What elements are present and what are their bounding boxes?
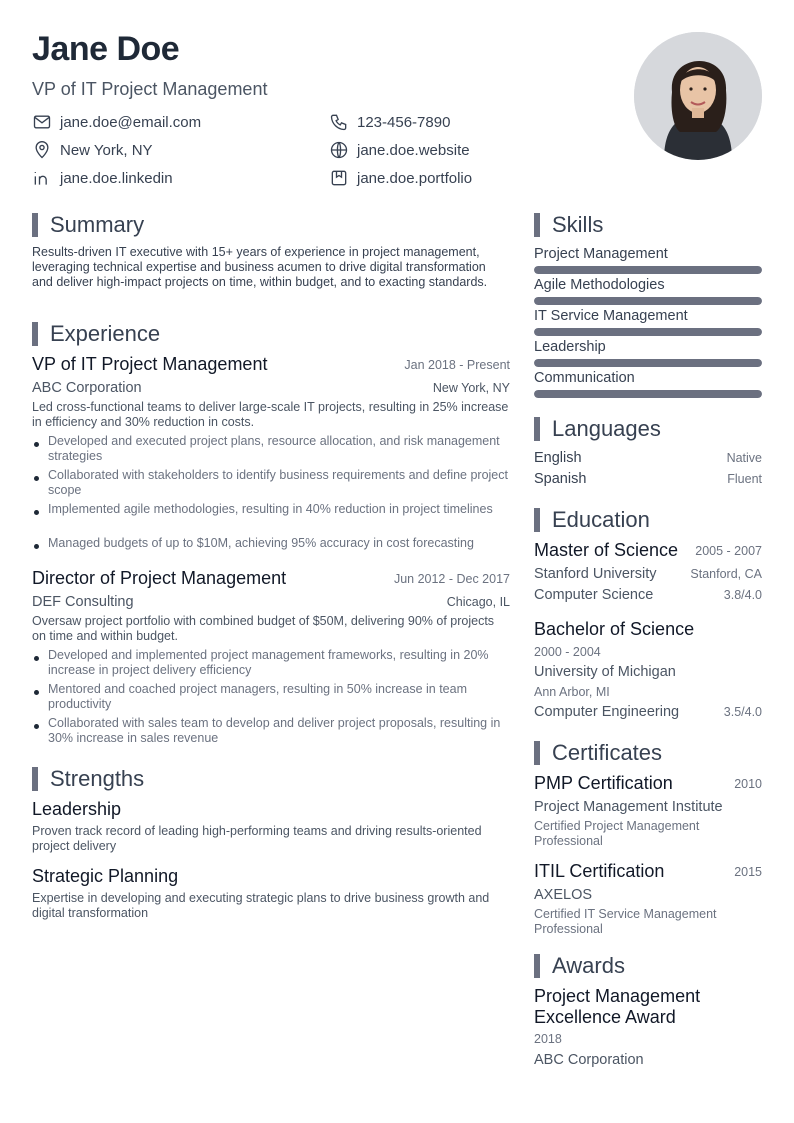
mail-icon	[32, 112, 52, 132]
job-summary: Oversaw project portfolio with combined budget of $50M, delivering 90% of projects on time and within budget.	[32, 614, 495, 643]
job-company: ABC Corporation	[32, 380, 142, 396]
contact-email-text: jane.doe@email.com	[60, 113, 202, 131]
job-bullet: Developed and executed project plans, resource allocation, and risk management strategies	[32, 434, 510, 464]
globe-icon	[329, 140, 349, 160]
skill-level-fill	[534, 266, 762, 274]
contact-linkedin[interactable]	[32, 167, 173, 189]
job-location: New York, NY	[432, 381, 510, 395]
contact-website[interactable]	[329, 139, 470, 161]
school-name: Stanford University	[534, 566, 657, 582]
job-title: VP of IT Project Management	[32, 354, 268, 374]
certificate-description: Certified Project Management Professional	[534, 819, 700, 848]
summary-heading-text: Summary	[50, 212, 145, 237]
skill-name: Agile Methodologies	[534, 277, 665, 293]
heading-accent-bar	[534, 741, 540, 765]
degree-name: Master of Science	[534, 540, 679, 560]
field-of-study: Computer Science	[534, 587, 654, 603]
heading-accent-bar	[534, 213, 540, 237]
school-location: Ann Arbor, MI	[534, 685, 610, 699]
portfolio-icon	[329, 168, 349, 188]
heading-accent-bar	[32, 322, 38, 346]
field-of-study: Computer Engineering	[534, 704, 680, 720]
strengths-heading-text: Strengths	[50, 766, 145, 791]
awards-heading	[534, 953, 625, 979]
job-bullet: Mentored and coached project managers, resulting in 50% increase in team productivity	[32, 682, 510, 712]
strength-description: Proven track record of leading high-performing teams and driving results-oriented project delivery	[32, 824, 482, 853]
language-level: Fluent	[727, 472, 762, 486]
contact-portfolio-text: jane.doe.portfolio	[357, 169, 473, 187]
certificates-heading-text: Certificates	[552, 740, 663, 765]
contact-linkedin-text: jane.doe.linkedin	[60, 169, 173, 187]
skills-heading-text: Skills	[552, 212, 604, 237]
language-level: Native	[726, 451, 762, 465]
contact-website-text: jane.doe.website	[357, 141, 470, 159]
certificate-issuer: AXELOS	[534, 887, 593, 903]
award-year: 2018	[534, 1032, 562, 1046]
skill-level-fill	[534, 359, 762, 367]
heading-accent-bar	[534, 954, 540, 978]
experience-heading	[32, 321, 160, 347]
skill-level-fill	[534, 390, 762, 398]
degree-dates: 2005 - 2007	[695, 544, 762, 558]
heading-accent-bar	[534, 508, 540, 532]
summary-text: Results-driven IT executive with 15+ years of experience in project management, leveraging technical expertise and business acumen to drive digital transformation and deliver high-impact projects on time, within budget, and to exacting standards.	[32, 245, 488, 289]
skill-level-bar	[534, 390, 762, 398]
skill-level-fill	[534, 328, 762, 336]
job-bullet: Collaborated with sales team to develop and deliver project proposals, resulting in 30% increase in sales revenue	[32, 716, 510, 746]
school-name: University of Michigan	[534, 664, 676, 680]
candidate-headline: VP of IT Project Management	[32, 79, 268, 99]
job-bullet: Managed budgets of up to $10M, achieving 95% accuracy in cost forecasting	[32, 536, 510, 551]
school-location: Stanford, CA	[690, 567, 762, 581]
job-bullet: Collaborated with stakeholders to identify business requirements and define project scope	[32, 468, 510, 498]
skill-level-bar	[534, 328, 762, 336]
certificate-name: ITIL Certification	[534, 861, 665, 881]
skill-level-fill	[534, 297, 762, 305]
contact-email[interactable]	[32, 111, 201, 133]
skill-level-bar	[534, 266, 762, 274]
skill-name: Communication	[534, 370, 635, 386]
award-organization: ABC Corporation	[534, 1052, 644, 1068]
job-dates: Jan 2018 - Present	[404, 358, 510, 372]
certificates-heading	[534, 740, 662, 766]
skill-name: Project Management	[534, 246, 668, 262]
languages-heading-text: Languages	[552, 416, 661, 441]
summary-heading	[32, 212, 144, 238]
gpa: 3.8/4.0	[723, 588, 762, 602]
candidate-name: Jane Doe	[32, 30, 180, 68]
heading-accent-bar	[534, 417, 540, 441]
heading-accent-bar	[32, 213, 38, 237]
awards-heading-text: Awards	[552, 953, 625, 978]
experience-heading-text: Experience	[50, 321, 161, 346]
skill-name: Leadership	[534, 339, 606, 355]
skills-heading	[534, 212, 603, 238]
contact-phone-text: 123-456-7890	[357, 113, 451, 131]
strength-name: Leadership	[32, 799, 122, 819]
linkedin-icon	[32, 168, 52, 188]
strengths-heading	[32, 766, 144, 792]
language-name: Spanish	[534, 471, 587, 487]
location-pin-icon	[32, 140, 52, 160]
languages-heading	[534, 416, 661, 442]
contact-location-text: New York, NY	[60, 141, 153, 159]
language-name: English	[534, 450, 582, 466]
degree-dates: 2000 - 2004	[534, 645, 601, 659]
skill-level-bar	[534, 297, 762, 305]
degree-name: Bachelor of Science	[534, 619, 695, 639]
certificate-year: 2015	[734, 865, 762, 879]
profile-photo	[634, 32, 762, 160]
phone-icon	[329, 112, 349, 132]
job-company: DEF Consulting	[32, 594, 134, 610]
award-name: Project Management Excellence Award	[534, 986, 701, 1027]
job-summary: Led cross-functional teams to deliver large-scale IT projects, resulting in 25% increase in efficiency and 30% reduction in costs.	[32, 400, 509, 429]
contact-location	[32, 139, 153, 161]
strength-name: Strategic Planning	[32, 866, 179, 886]
job-bullet: Implemented agile methodologies, resulting in 40% reduction in project timelines	[32, 502, 510, 517]
gpa: 3.5/4.0	[723, 705, 762, 719]
strength-description: Expertise in developing and executing strategic plans to drive business growth and digital transformation	[32, 891, 490, 920]
skill-level-bar	[534, 359, 762, 367]
heading-accent-bar	[32, 767, 38, 791]
skill-name: IT Service Management	[534, 308, 688, 324]
certificate-issuer: Project Management Institute	[534, 799, 723, 815]
education-heading-text: Education	[552, 507, 650, 532]
certificate-description: Certified IT Service Management Professional	[534, 907, 717, 936]
job-dates: Jun 2012 - Dec 2017	[393, 572, 510, 586]
contact-portfolio[interactable]	[329, 167, 472, 189]
contact-phone[interactable]	[329, 111, 450, 133]
job-title: Director of Project Management	[32, 568, 287, 588]
job-bullet: Developed and implemented project management frameworks, resulting in 20% increase in project delivery efficiency	[32, 648, 510, 678]
certificate-name: PMP Certification	[534, 773, 673, 793]
education-heading	[534, 507, 650, 533]
certificate-year: 2010	[734, 777, 762, 791]
job-location: Chicago, IL	[446, 595, 510, 609]
